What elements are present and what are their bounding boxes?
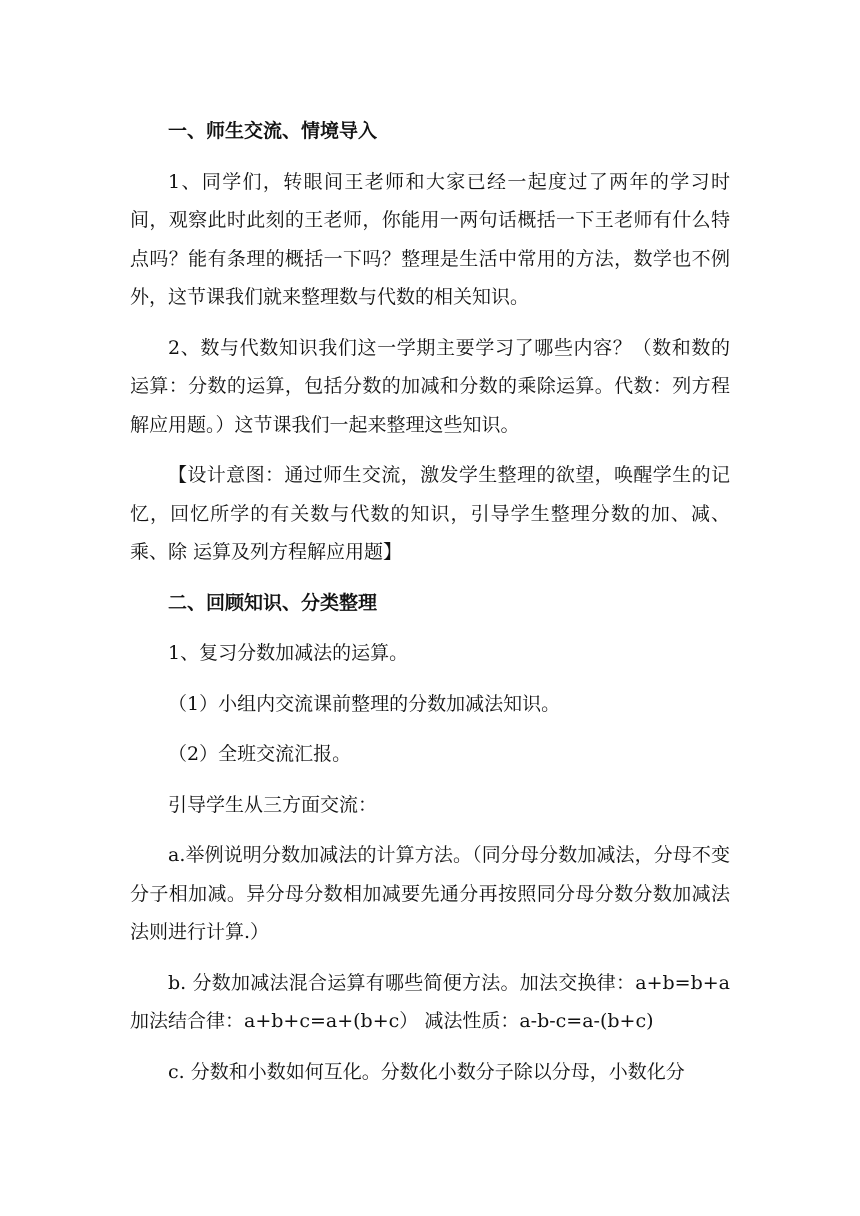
paragraph-2-c: c. 分数和小数如何互化。分数化小数分子除以分母，小数化分 bbox=[168, 1060, 685, 1083]
paragraph-1-1: 1、同学们，转眼间王老师和大家已经一起度过了两年的学习时间，观察此时此刻的王老师，你能用一两句话概括一下王老师有什么特点吗？能有条理的概括一下吗？整理是生活中常用的方法，数学也不例外，这节课我们就来整理数与代数的相关知识。 bbox=[130, 170, 730, 308]
document-body bbox=[130, 112, 730, 1103]
paragraph-2-4: 引导学生从三方面交流： bbox=[168, 793, 378, 816]
paragraph-1-2: 2、数与代数知识我们这一学期主要学习了哪些内容？（数和数的运算：分数的运算，包括分数的加减和分数的乘除运算。代数：列方程解应用题。）这节课我们一起来整理这些知识。 bbox=[130, 336, 730, 436]
design-intent-note: 【设计意图：通过师生交流，激发学生整理的欲望，唤醒学生的记忆，回忆所学的有关数与代数的知识，引导学生整理分数的加、减、乘、除 运算及列方程解应用题】 bbox=[130, 464, 730, 563]
section-heading-1: 一、师生交流、情境导入 bbox=[168, 120, 378, 142]
section-heading-2: 二、回顾知识、分类整理 bbox=[168, 591, 378, 614]
paragraph-2-b: b. 分数加减法混合运算有哪些简便方法。加法交换律：a+b=b+a 加法结合律：a+b+c=a+(b+c） 减法性质：a-b-c=a-(b+c) bbox=[130, 971, 730, 1032]
paragraph-2-a: a.举例说明分数加减法的计算方法。（同分母分数加减法，分母不变分子相加减。异分母分数相加减要先通分再按照同分母分数分数加减法法则进行计算.） bbox=[130, 844, 730, 943]
paragraph-2-1: 1、复习分数加减法的运算。 bbox=[168, 642, 409, 664]
paragraph-2-3: （2）全班交流汇报。 bbox=[168, 743, 352, 765]
paragraph-2-2: （1）小组内交流课前整理的分数加减法知识。 bbox=[168, 692, 561, 715]
